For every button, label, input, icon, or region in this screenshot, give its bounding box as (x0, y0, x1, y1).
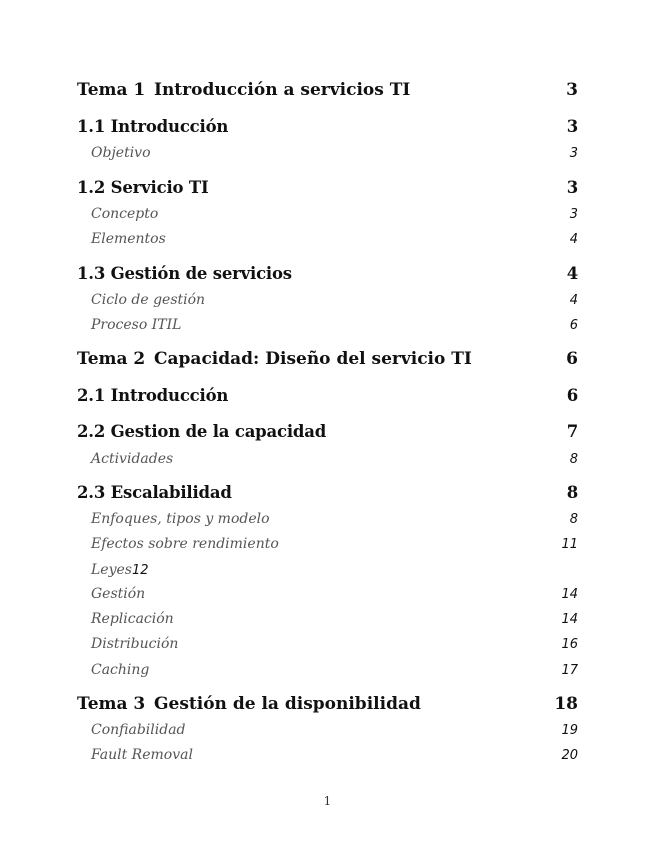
page-number: 11 (561, 537, 578, 552)
section-title: 2.1 Introducción (77, 386, 229, 405)
page-number: 6 (566, 349, 578, 369)
toc-subsection[interactable] (91, 722, 578, 738)
chapter-title: Gestión de la disponibilidad (154, 694, 421, 714)
page-number: 8 (566, 483, 578, 502)
toc-chapter[interactable] (77, 349, 578, 369)
section-title: 1.1 Introducción (77, 117, 229, 136)
toc-subsection[interactable] (91, 586, 578, 602)
page-number: 16 (561, 637, 578, 652)
page-number: 18 (554, 694, 578, 714)
chapter-title: Capacidad: Diseño del servicio TI (154, 349, 472, 369)
section-title: 1.3 Gestión de servicios (77, 264, 292, 283)
toc-subsection[interactable] (91, 611, 578, 627)
page-number: 8 (569, 512, 578, 527)
page-number: 3 (569, 207, 578, 222)
chapter-label: Tema 1 (77, 80, 146, 100)
subsection-title: Proceso ITIL (91, 317, 182, 333)
section-title: 1.2 Servicio TI (77, 178, 209, 197)
toc-subsection[interactable] (91, 292, 578, 308)
subsection-title: Caching (91, 662, 150, 678)
subsection-title: Concepto (91, 206, 159, 222)
toc-section[interactable] (77, 386, 578, 405)
toc-subsection[interactable] (91, 636, 578, 652)
page-number: 4 (569, 232, 578, 247)
page-number: 3 (566, 117, 578, 136)
page-number: 12 (131, 563, 149, 578)
subsection-title: Fault Removal (91, 747, 193, 763)
page-number: 3 (566, 80, 578, 100)
toc-subsection[interactable] (91, 231, 578, 247)
toc-subsection[interactable] (91, 145, 578, 161)
toc-chapter[interactable] (77, 694, 578, 714)
toc-subsection[interactable] (91, 747, 578, 763)
toc-subsection[interactable] (91, 451, 578, 467)
subsection-title: Objetivo (91, 145, 151, 161)
page-number: 6 (566, 386, 578, 405)
page-number: 8 (569, 452, 578, 467)
toc-section[interactable] (77, 264, 578, 283)
section-title: 2.2 Gestion de la capacidad (77, 422, 327, 441)
toc-chapter[interactable] (77, 80, 578, 100)
subsection-title: Enfoques, tipos y modelo (91, 511, 270, 527)
page-number: 20 (561, 748, 578, 763)
subsection-title: Leyes (91, 562, 132, 578)
chapter-label: Tema 2 (77, 349, 146, 369)
toc-section[interactable] (77, 483, 578, 502)
page-number: 14 (561, 587, 578, 602)
page-number: 19 (561, 723, 578, 738)
toc-subsection[interactable] (91, 536, 578, 552)
page-number: 4 (569, 293, 578, 308)
toc-subsection[interactable] (91, 662, 578, 678)
toc-subsection[interactable] (91, 562, 578, 578)
toc-subsection[interactable] (91, 206, 578, 222)
chapter-title: Introducción a servicios TI (154, 80, 411, 100)
page-number: 3 (566, 178, 578, 197)
page-number: 7 (566, 422, 578, 441)
section-title: 2.3 Escalabilidad (77, 483, 232, 502)
toc-section[interactable] (77, 117, 578, 136)
page-number: 6 (569, 318, 578, 333)
subsection-title: Elementos (91, 231, 166, 247)
page-number: 14 (561, 612, 578, 627)
subsection-title: Replicación (91, 611, 174, 627)
chapter-label: Tema 3 (77, 694, 146, 714)
subsection-title: Gestión (91, 586, 146, 602)
subsection-title: Distribución (91, 636, 179, 652)
subsection-title: Actividades (91, 451, 174, 467)
page-number: 17 (561, 663, 578, 678)
page-number: 4 (566, 264, 578, 283)
toc-section[interactable] (77, 178, 578, 197)
toc-section[interactable] (77, 422, 578, 441)
toc-subsection[interactable] (91, 511, 578, 527)
page-number: 3 (569, 146, 578, 161)
subsection-title: Ciclo de gestión (91, 292, 206, 308)
subsection-title: Confiabilidad (91, 722, 186, 738)
subsection-title: Efectos sobre rendimiento (91, 536, 279, 552)
page-footer-number: 1 (323, 794, 332, 808)
toc-subsection[interactable] (91, 317, 578, 333)
